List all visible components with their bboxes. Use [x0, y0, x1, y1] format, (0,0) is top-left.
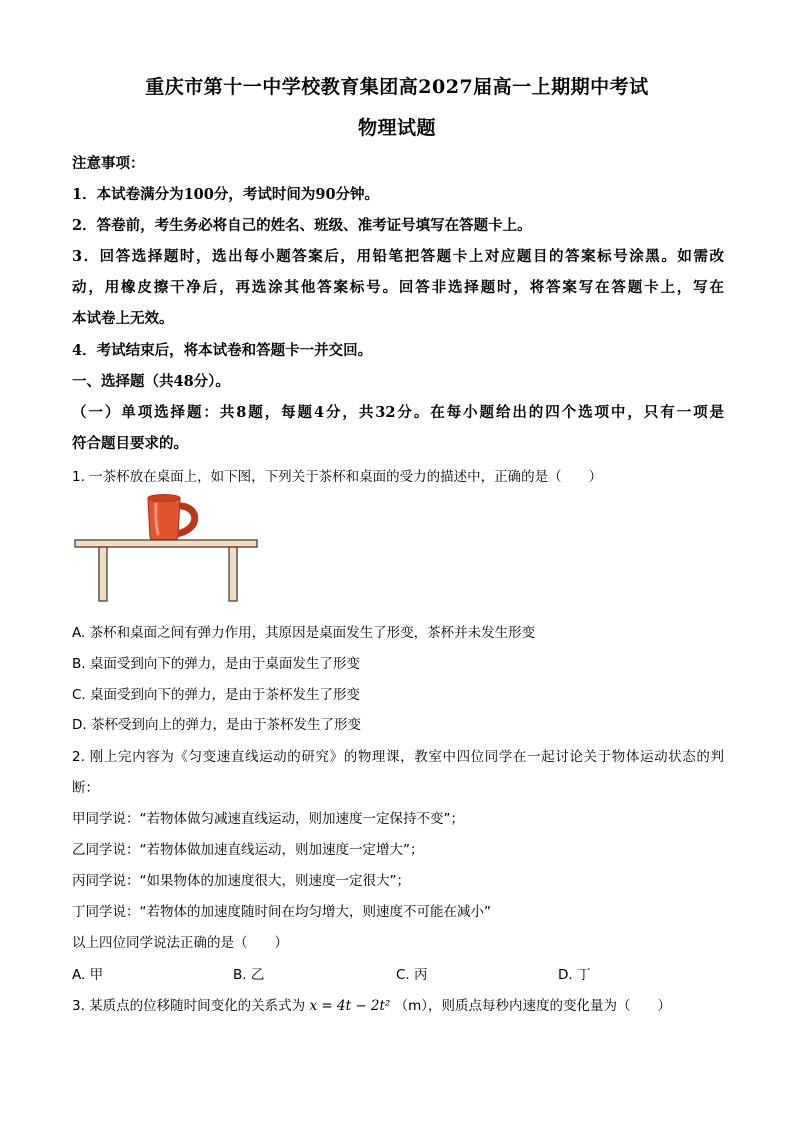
q2-stem-line-1: 2. 刚上完内容为《匀变速直线运动的研究》的物理课，教室中四位同学在一起讨论关于物体运动状态的判	[72, 749, 724, 765]
section-1-heading: 一、选择题（共48分）。	[72, 373, 230, 390]
mug-rim	[148, 495, 180, 502]
notice-item-3-line-1: 3．回答选择题时，选出每小题答案后，用铅笔把答题卡上对应题目的答案标号涂黑。如需改	[72, 248, 724, 265]
q2-statement-jia: 甲同学说：“若物体做匀减速直线运动，则加速度一定保持不变”；	[72, 811, 464, 827]
q2-statement-ding: 丁同学说：“若物体的加速度随时间在均匀增大，则速度不可能在减小”	[72, 904, 491, 920]
mug-illustration	[148, 495, 195, 541]
exam-title: 重庆市第十一中学校教育集团高2027届高一上期期中考试	[145, 76, 649, 98]
q1-option-a: A. 茶杯和桌面之间有弹力作用，其原因是桌面发生了形变，茶杯并未发生形变	[72, 625, 536, 641]
q2-question: 以上四位同学说法正确的是（ ）	[72, 935, 288, 951]
table-leg-right	[229, 547, 237, 601]
notice-item-3-line-2: 动，用橡皮擦干净后，再选涂其他答案标号。回答非选择题时，将答案写在答题卡上，写在	[72, 279, 724, 296]
notice-heading: 注意事项：	[72, 155, 145, 172]
q2-statement-bing: 丙同学说：“如果物体的加速度很大，则速度一定很大”；	[72, 873, 410, 889]
notice-item-1: 1．本试卷满分为100分，考试时间为90分钟。	[72, 186, 380, 203]
section-1-sub-line-1: （一）单项选择题：共8题，每题4分，共32分。在每小题给出的四个选项中，只有一项是	[72, 404, 724, 421]
q2-option-b: B. 乙	[233, 967, 265, 983]
q2-statement-yi: 乙同学说：“若物体做加速直线运动，则加速度一定增大”；	[72, 842, 424, 858]
q1-stem: 1. 一茶杯放在桌面上，如下图，下列关于茶杯和桌面的受力的描述中，正确的是（ ）	[72, 469, 603, 485]
notice-item-3-line-3: 本试卷上无效。	[72, 310, 174, 327]
subject-title: 物理试题	[357, 117, 436, 139]
q1-figure	[72, 490, 262, 605]
q3-stem-prefix: 3. 某质点的位移随时间变化的关系式为	[72, 998, 310, 1014]
notice-item-4: 4．考试结束后，将本试卷和答题卡一并交回。	[72, 342, 373, 359]
q2-option-c: C. 丙	[396, 967, 428, 983]
section-1-sub-line-2: 符合题目要求的。	[72, 435, 188, 452]
notice-item-2: 2．答卷前，考生务必将自己的姓名、班级、准考证号填写在答题卡上。	[72, 217, 532, 234]
table-illustration	[75, 540, 257, 601]
q1-option-c: C. 桌面受到向下的弹力，是由于茶杯发生了形变	[72, 687, 361, 703]
q2-option-a: A. 甲	[72, 967, 104, 983]
mug-body	[148, 498, 180, 540]
q2-option-d: D. 丁	[558, 967, 591, 983]
q1-option-d: D. 茶杯受到向上的弹力，是由于茶杯发生了形变	[72, 717, 361, 733]
table-leg-left	[99, 547, 107, 601]
q3-stem	[72, 994, 724, 1014]
q2-stem-line-2: 断：	[72, 780, 99, 796]
q3-stem-suffix: （m），则质点每秒内速度的变化量为（ ）	[394, 998, 672, 1014]
q1-option-b: B. 桌面受到向下的弹力，是由于桌面发生了形变	[72, 656, 360, 672]
table-top	[75, 540, 257, 547]
q3-formula: x = 4t − 2t²	[309, 998, 395, 1014]
